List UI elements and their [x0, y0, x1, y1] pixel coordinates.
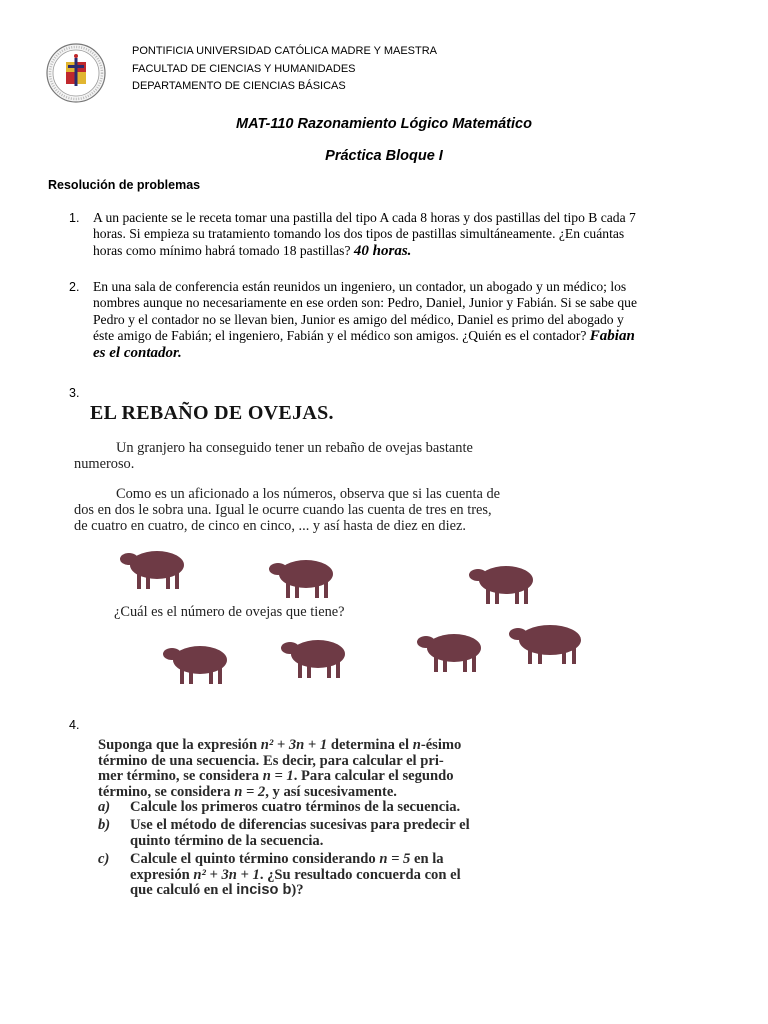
part-b-text-line-1: Use el método de diferencias sucesivas para predecir el [130, 817, 470, 833]
problem-4-line-3: mer término, se considera n = 1. Para calcular el segundo [98, 768, 454, 785]
problem-2-line-3: Pedro y el contador no se llevan bien, Junior es amigo del médico, Daniel es primo del abogado y [93, 311, 624, 327]
university-name: PONTIFICIA UNIVERSIDAD CATÓLICA MADRE Y MAESTRA [132, 45, 438, 57]
faculty-name: FACULTAD DE CIENCIAS Y HUMANIDADES [132, 63, 356, 75]
problem-3-para-2-line-3: de cuatro en cuatro, de cinco en cinco, ... y así hasta de diez en diez. [74, 518, 466, 534]
sheep-image [268, 554, 344, 600]
department-name: DEPARTAMENTO DE CIENCIAS BÁSICAS [132, 80, 346, 92]
problem-2-line-2: nombres aunque no necesariamente en ese orden son: Pedro, Daniel, Junior y Fabián. Si se sabe que [93, 295, 637, 311]
course-title: MAT-110 Razonamiento Lógico Matemático [236, 116, 532, 132]
problem-2-answer-part-2: es el contador. [93, 344, 182, 361]
problem-3-question: ¿Cuál es el número de ovejas que tiene? [114, 604, 345, 620]
part-c-text-line-3: que calculó en el inciso b)? [130, 882, 304, 899]
problem-2 [93, 279, 720, 361]
sheep-image [506, 620, 592, 666]
problem-2-answer-part-1: Fabian [589, 328, 635, 345]
problem-3-para-2-line-2: dos en dos le sobra una. Igual le ocurre cuando las cuenta de tres en tres, [74, 502, 492, 518]
problem-4-line-2: término de una secuencia. Es decir, para calcular el pri- [98, 752, 444, 769]
part-b-text-line-2: quinto término de la secuencia. [130, 832, 324, 849]
problem-2-line-4: éste amigo de Fabián; el ingeniero, Fabián y el médico son amigos. ¿Quién es el contador? Fabian [93, 328, 635, 345]
sheep-image [414, 628, 490, 674]
sheep-image [160, 640, 236, 686]
problem-4-number: 4. [69, 718, 80, 732]
part-c-text-line-1: Calcule el quinto término considerando n = 5 en la [130, 851, 444, 867]
practice-subtitle: Práctica Bloque I [325, 148, 443, 164]
problem-1-line-3: horas como mínimo habrá tomado 18 pastillas? 40 horas. [93, 242, 412, 259]
problem-1-line-2: horas. Si empieza su tratamiento tomando los dos tipos de pastillas simultáneamente. ¿En cuántas [93, 226, 625, 242]
sheep-image [278, 634, 354, 680]
part-a-label: a) [98, 799, 111, 816]
problem-1-answer: 40 horas. [353, 242, 412, 259]
problem-4-line-1: Suponga que la expresión n² + 3n + 1 determina el n-ésimo [98, 737, 462, 753]
math-expression: n² + 3n + 1 [260, 737, 328, 753]
section-heading: Resolución de problemas [48, 178, 201, 192]
problem-3-number: 3. [69, 386, 80, 400]
part-b-label: b) [98, 817, 111, 833]
problem-4-line-4: término, se considera n = 2, y así sucesivamente. [98, 783, 397, 800]
university-seal-logo [46, 43, 106, 103]
sheep-image [468, 560, 544, 606]
problem-1 [93, 210, 720, 259]
part-c-text-line-2: expresión n² + 3n + 1. ¿Su resultado concuerda con el [130, 866, 461, 883]
sheep-image [116, 545, 192, 591]
problem-3-para-1-line-2: numeroso. [74, 456, 135, 472]
problem-2-line-1: En una sala de conferencia están reunidos un ingeniero, un contador, un abogado y un médico; los [93, 279, 627, 294]
problem-3-para-2-line-1: Como es un aficionado a los números, observa que si las cuenta de [116, 486, 501, 502]
problem-1-number: 1. [69, 211, 80, 225]
part-c-label: c) [98, 851, 110, 867]
problem-4 [98, 738, 568, 903]
problem-3-para-1-line-1: Un granjero ha conseguido tener un rebaño de ovejas bastante [116, 440, 473, 456]
problem-2-number: 2. [69, 280, 80, 294]
problem-1-line-1: A un paciente se le receta tomar una pastilla del tipo A cada 8 horas y dos pastillas del tipo B cada 7 [93, 210, 636, 225]
problem-3-title: EL REBAÑO DE OVEJAS. [90, 402, 334, 424]
part-a-text: Calcule los primeros cuatro términos de la secuencia. [130, 799, 461, 816]
